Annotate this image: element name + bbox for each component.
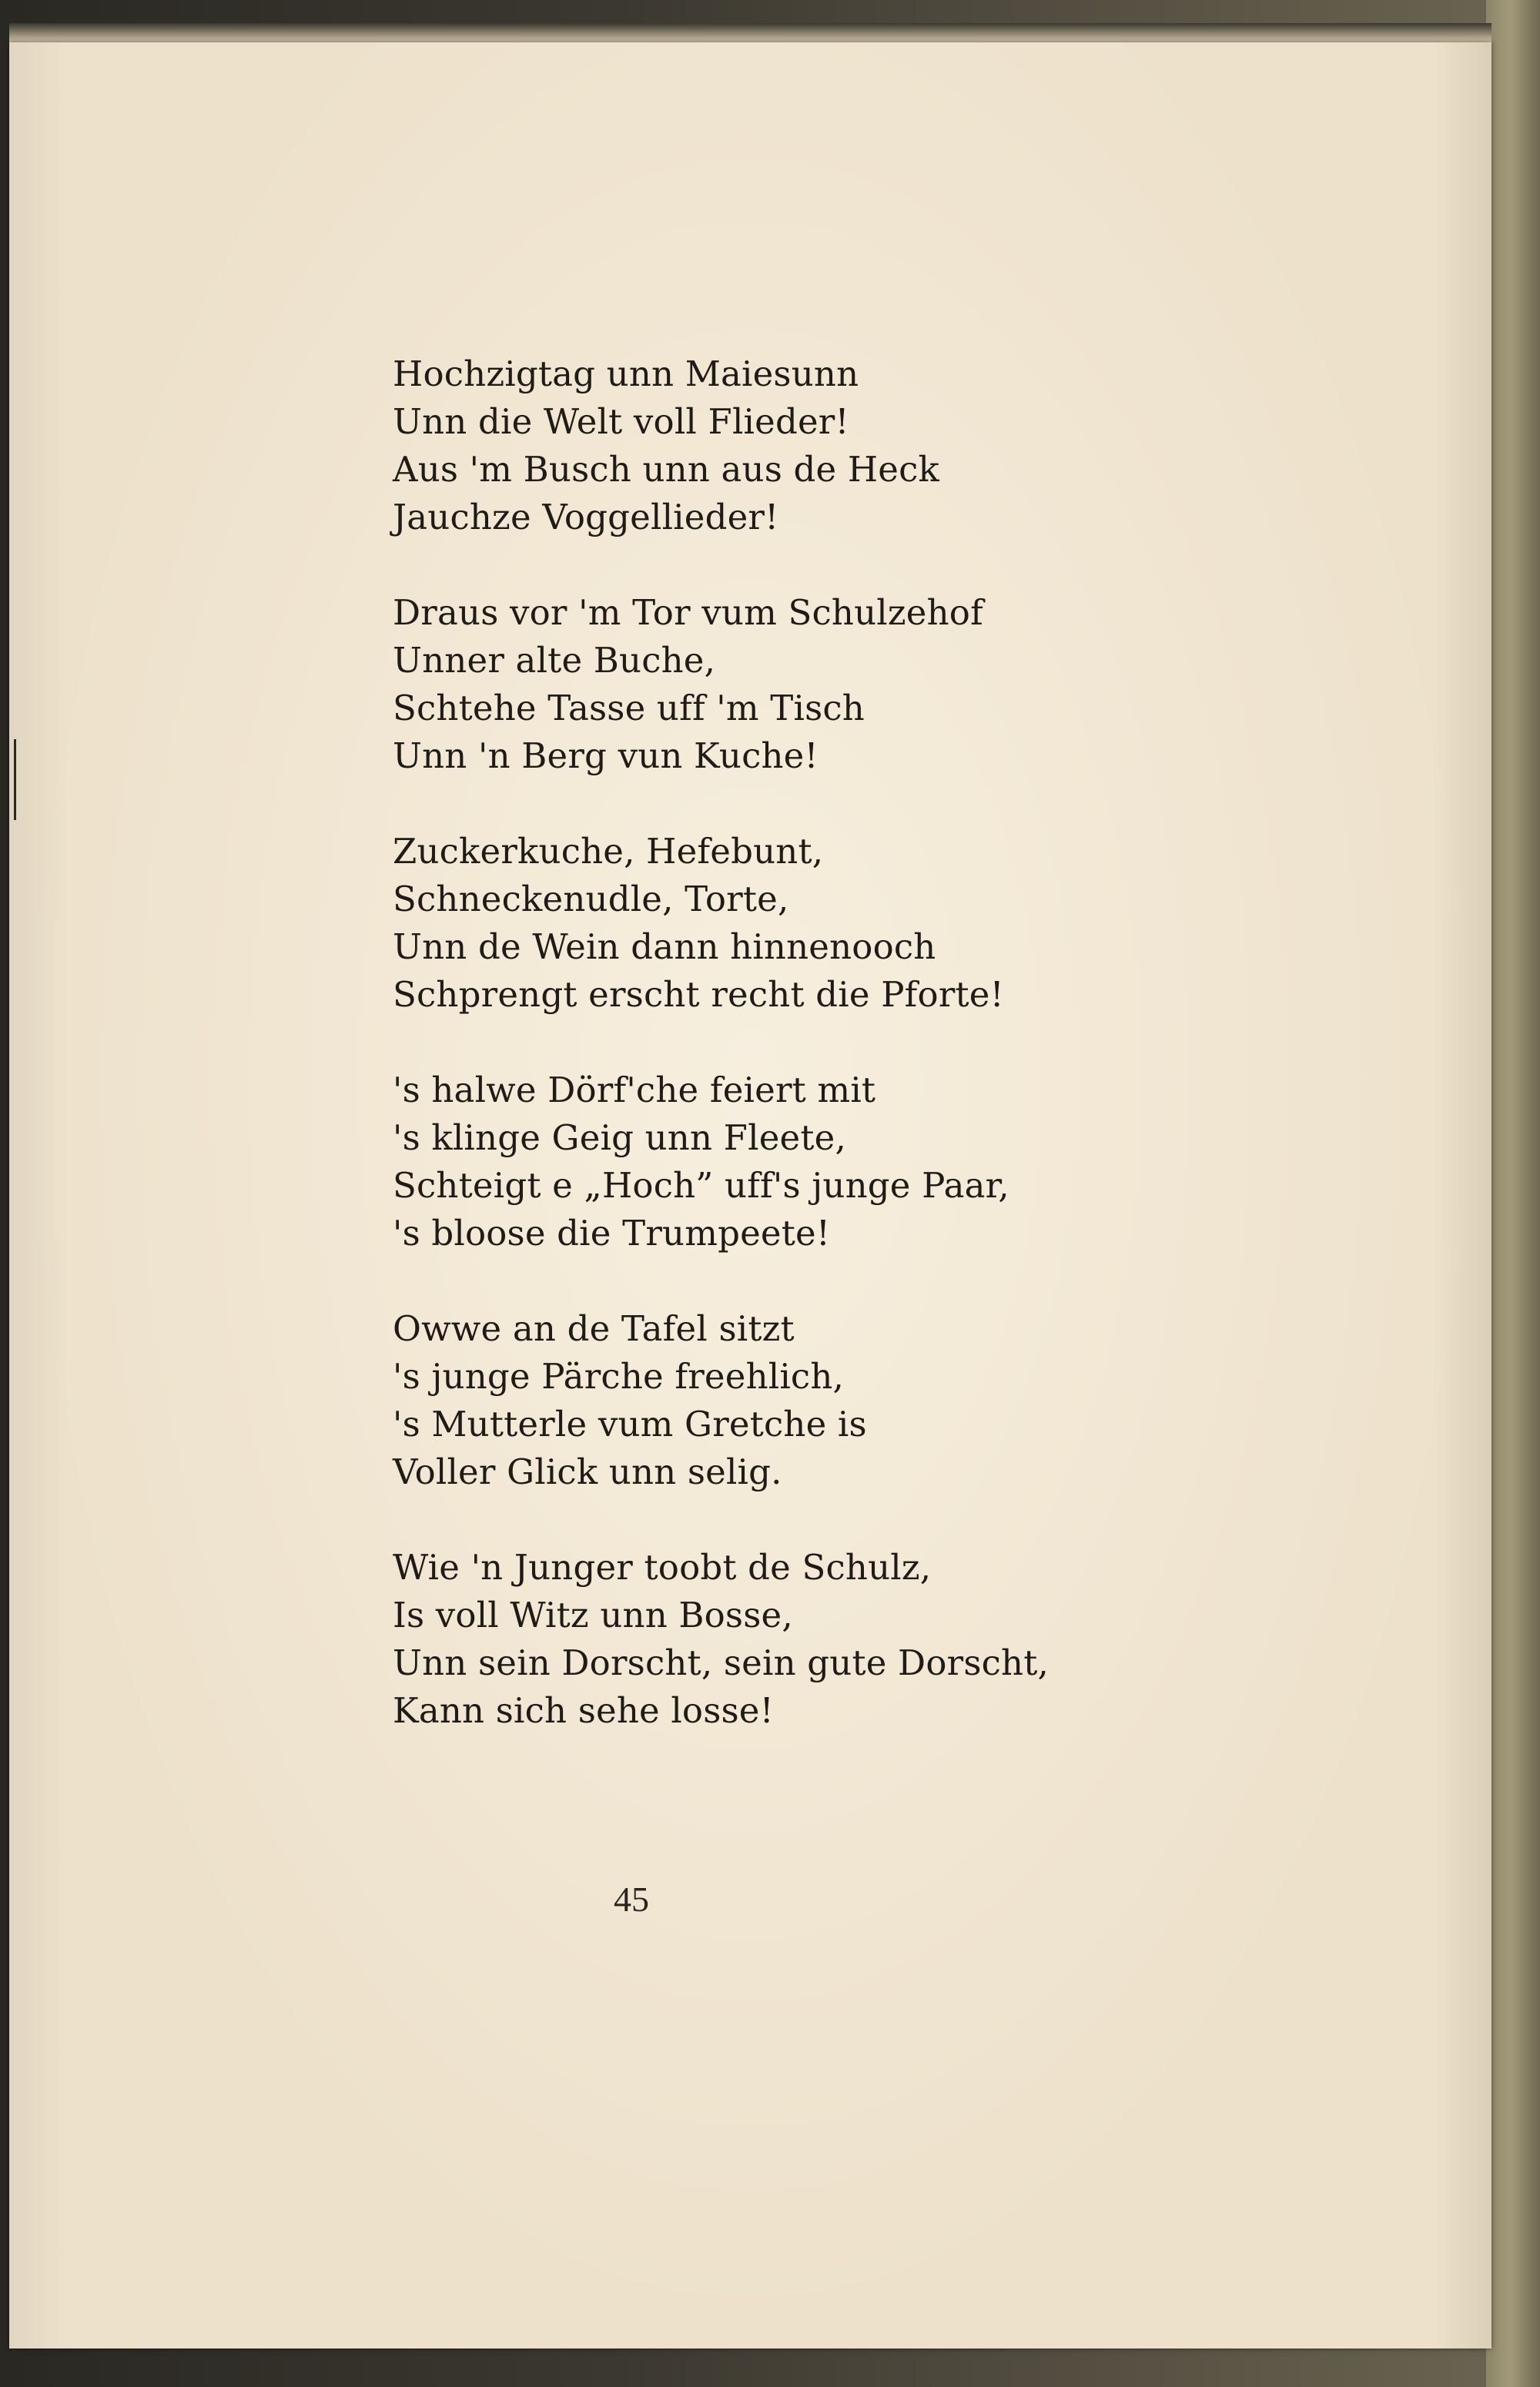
poem-line: Schneckenudle, Torte, [393, 879, 789, 919]
poem-line: Unn de Wein dann hinnenooch [393, 926, 936, 967]
stanza-5 [393, 1305, 1394, 1496]
poem-line: Zuckerkuche, Hefebunt, [393, 831, 824, 872]
poem-line: Unn sein Dorscht, sein gute Dorscht, [393, 1642, 1050, 1683]
poem-line: Hochzigtag unn Maiesunn [393, 353, 859, 394]
stanza-2 [393, 589, 1394, 780]
poem-line: 's Mutterle vum Gretche is [393, 1404, 867, 1445]
poem-line: Unner alte Buche, [393, 640, 716, 681]
page-number: 45 [614, 1880, 649, 1919]
poem-line: Kann sich sehe losse! [393, 1690, 774, 1731]
poem-line: Owwe an de Tafel sitzt [393, 1308, 795, 1349]
poem-line: Schteigt e „Hoch” uff's junge Paar, [393, 1165, 1009, 1206]
book-cover-edge [1486, 0, 1540, 2387]
margin-mark [14, 739, 16, 820]
poem-line: Aus 'm Busch unn aus de Heck [393, 449, 939, 490]
poem-line: 's junge Pärche freehlich, [393, 1356, 845, 1397]
poem-line: 's klinge Geig unn Fleete, [393, 1117, 846, 1158]
stanza-6 [393, 1544, 1394, 1735]
poem-line: Schtehe Tasse uff 'm Tisch [393, 688, 865, 728]
stanza-3 [393, 828, 1394, 1019]
poem-line: Schprengt erscht recht die Pforte! [393, 974, 1004, 1015]
poem-line: Jauchze Voggellieder! [393, 497, 779, 537]
poem-line: Voller Glick unn selig. [393, 1451, 782, 1492]
poem-line: 's halwe Dörf'che feiert mit [393, 1070, 876, 1110]
poem-line: Is voll Witz unn Bosse, [393, 1595, 793, 1635]
poem-line: Unn 'n Berg vun Kuche! [393, 735, 819, 776]
poem-line: Wie 'n Junger toobt de Schulz, [393, 1547, 932, 1588]
poem [393, 350, 1394, 1783]
poem-line: Draus vor 'm Tor vum Schulzehof [393, 592, 983, 633]
stanza-4 [393, 1066, 1394, 1257]
poem-line: 's bloose die Trumpeete! [393, 1213, 831, 1254]
stanza-1 [393, 350, 1394, 541]
poem-line: Unn die Welt voll Flieder! [393, 401, 849, 442]
